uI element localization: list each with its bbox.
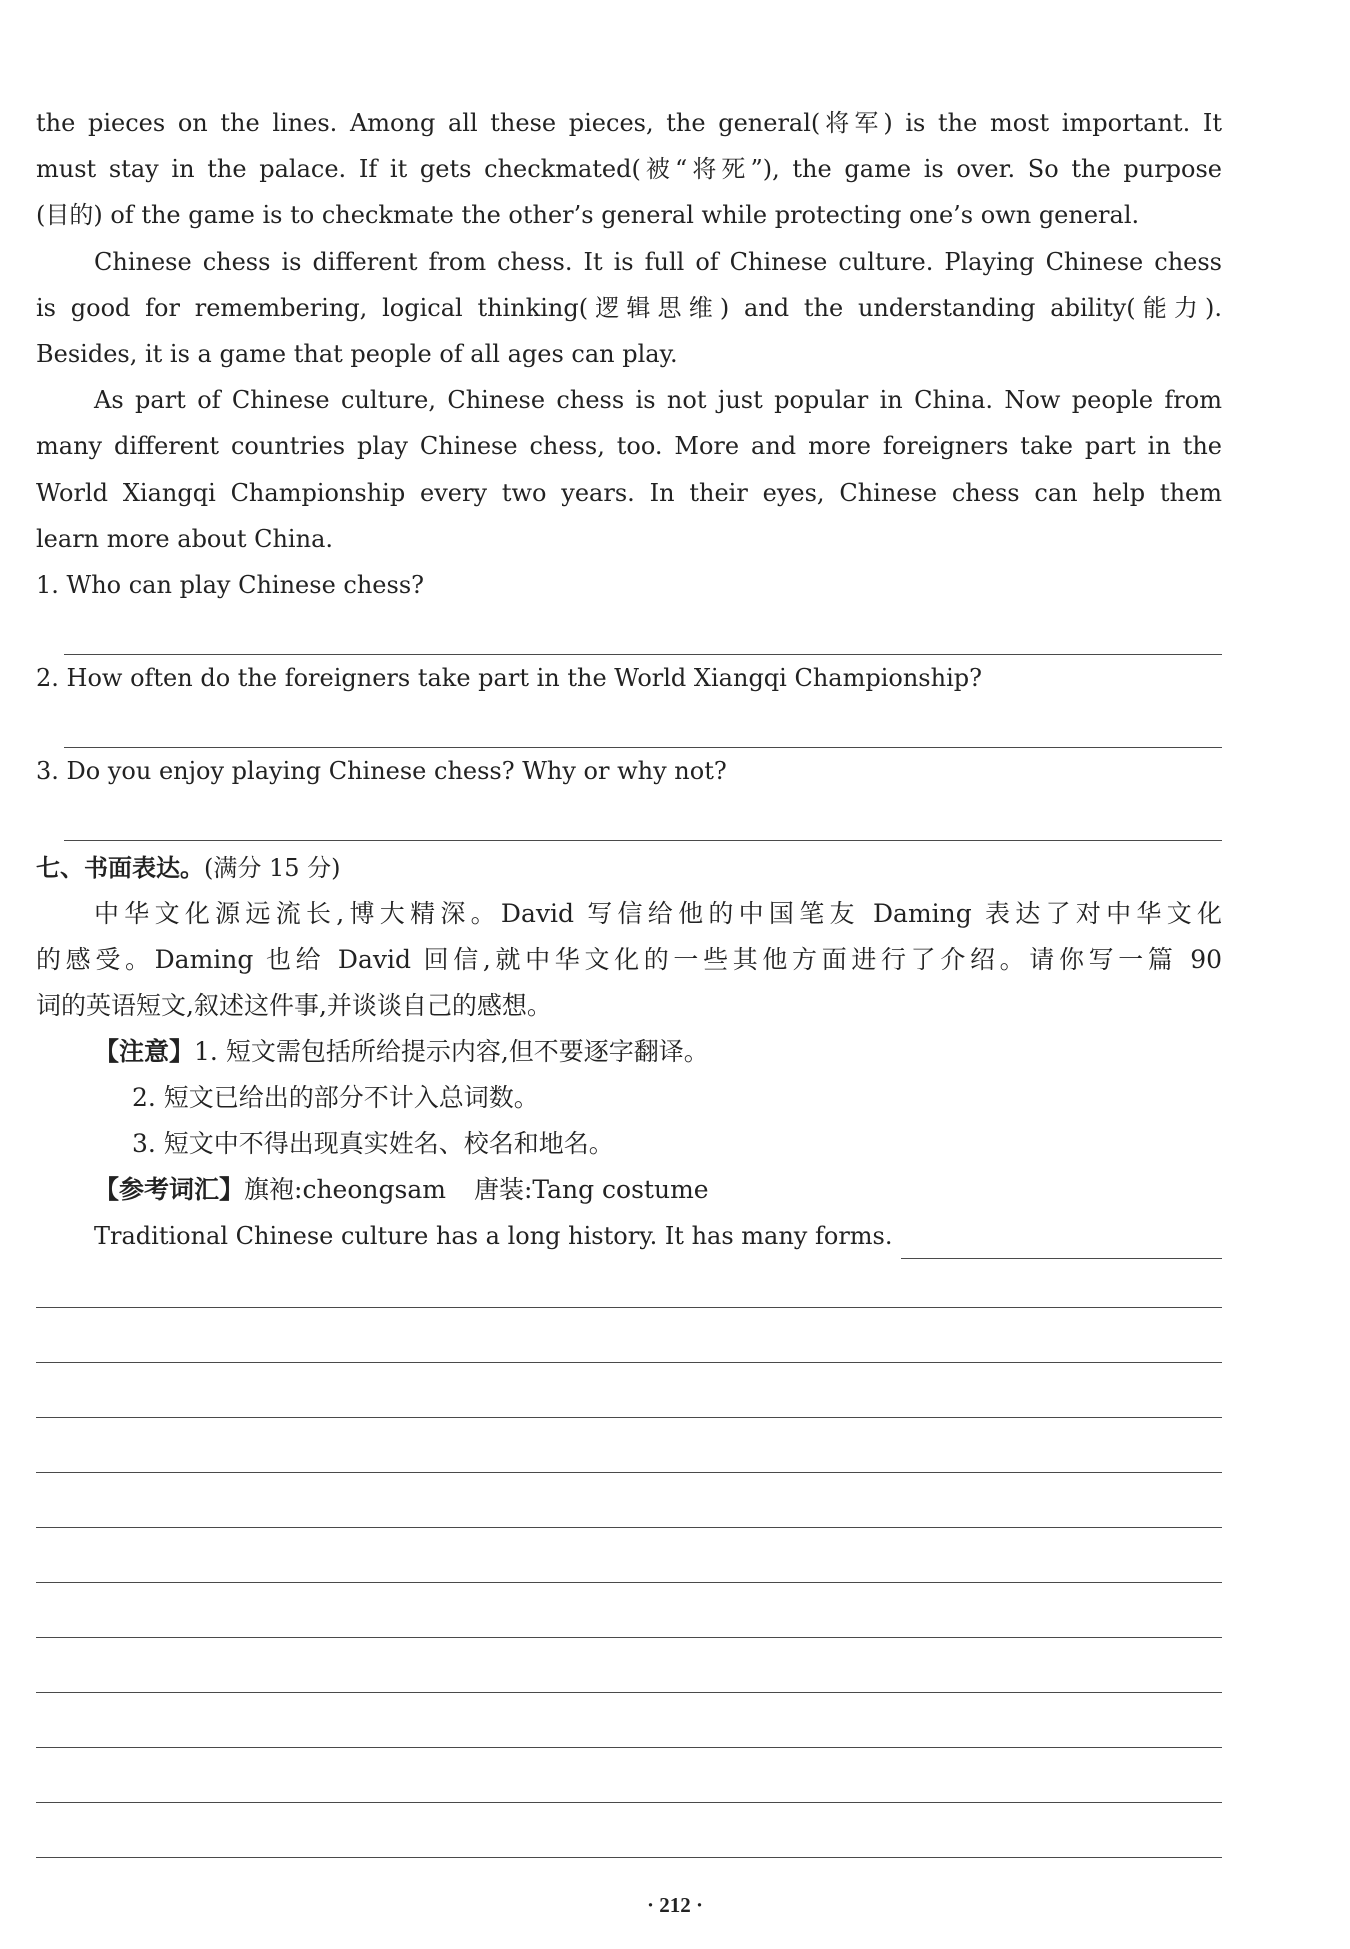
writing-line[interactable] bbox=[36, 1638, 1222, 1693]
section-title bbox=[36, 845, 1222, 891]
note-label: 【注意】 bbox=[94, 1037, 195, 1067]
reading-passage bbox=[36, 100, 1222, 562]
page-number: · 212 · bbox=[646, 1893, 703, 1917]
writing-line[interactable] bbox=[36, 1803, 1222, 1858]
instruction-line: 的感受。Daming 也给 David 回信,就中华文化的一些其他方面进行了介绍。请你写一篇 90 bbox=[36, 945, 1222, 975]
note-text: 1. 短文需包括所给提示内容,但不要逐字翻译。 bbox=[194, 1037, 709, 1067]
passage-line: is good for remembering, logical thinking(逻辑思维) and the understanding ability(能力). bbox=[36, 293, 1222, 322]
writing-line[interactable] bbox=[36, 1473, 1222, 1528]
writing-line[interactable] bbox=[36, 1418, 1222, 1473]
note-line: 2. 短文已给出的部分不计入总词数。 bbox=[132, 1083, 539, 1113]
answer-line-2[interactable] bbox=[64, 701, 1222, 748]
worksheet-page bbox=[36, 100, 1222, 1259]
instruction-line: 中华文化源远流长,博大精深。David 写信给他的中国笔友 Daming 表达了对中华文化 bbox=[94, 899, 1222, 929]
vocab-item: 唐装:Tang costume bbox=[473, 1175, 709, 1205]
answer-line-1[interactable] bbox=[64, 608, 1222, 655]
passage-line: many different countries play Chinese chess, too. More and more foreigners take part in the bbox=[36, 432, 1222, 461]
vocab-label: 【参考词汇】 bbox=[94, 1175, 245, 1205]
writing-line[interactable] bbox=[36, 1693, 1222, 1748]
passage-line: As part of Chinese culture, Chinese chess is not just popular in China. Now people from bbox=[94, 386, 1222, 415]
writing-line[interactable] bbox=[36, 1253, 1222, 1308]
vocab-item: 旗袍:cheongsam bbox=[244, 1175, 446, 1205]
note-line: 3. 短文中不得出现真实姓名、校名和地名。 bbox=[132, 1129, 614, 1159]
writing-line[interactable] bbox=[36, 1528, 1222, 1583]
questions bbox=[36, 562, 1222, 841]
instruction-line: 词的英语短文,叙述这件事,并谈谈自己的感想。 bbox=[36, 991, 552, 1021]
writing-line[interactable] bbox=[36, 1583, 1222, 1638]
answer-line-3[interactable] bbox=[64, 794, 1222, 841]
writing-section bbox=[36, 845, 1222, 1259]
passage-line: (目的) of the game is to checkmate the other’s general while protecting one’s own general. bbox=[36, 201, 1140, 230]
vocab-line bbox=[36, 1167, 1222, 1213]
question-2: 2. How often do the foreigners take part in the World Xiangqi Championship? bbox=[36, 664, 982, 693]
section-title-text: 七、书面表达。 bbox=[36, 853, 204, 883]
question-1: 1. Who can play Chinese chess? bbox=[36, 571, 425, 600]
question-3: 3. Do you enjoy playing Chinese chess? Why or why not? bbox=[36, 757, 727, 786]
writing-line[interactable] bbox=[36, 1363, 1222, 1418]
passage-line: Chinese chess is different from chess. It is full of Chinese culture. Playing Chinese chess bbox=[94, 247, 1222, 276]
note-line bbox=[36, 1029, 1222, 1075]
passage-line: learn more about China. bbox=[36, 524, 333, 553]
passage-line: World Xiangqi Championship every two years. In their eyes, Chinese chess can help them bbox=[36, 478, 1222, 507]
passage-line: must stay in the palace. If it gets checkmated(被“将死”), the game is over. So the purpose bbox=[36, 155, 1222, 184]
writing-line[interactable] bbox=[36, 1308, 1222, 1363]
composition-lines bbox=[36, 1253, 1222, 1858]
writing-line[interactable] bbox=[36, 1748, 1222, 1803]
section-score: (满分 15 分) bbox=[204, 854, 341, 883]
starter-text: Traditional Chinese culture has a long history. It has many forms. bbox=[94, 1222, 893, 1251]
passage-line: Besides, it is a game that people of all ages can play. bbox=[36, 340, 678, 369]
passage-line: the pieces on the lines. Among all these pieces, the general(将军) is the most important. It bbox=[36, 109, 1222, 137]
